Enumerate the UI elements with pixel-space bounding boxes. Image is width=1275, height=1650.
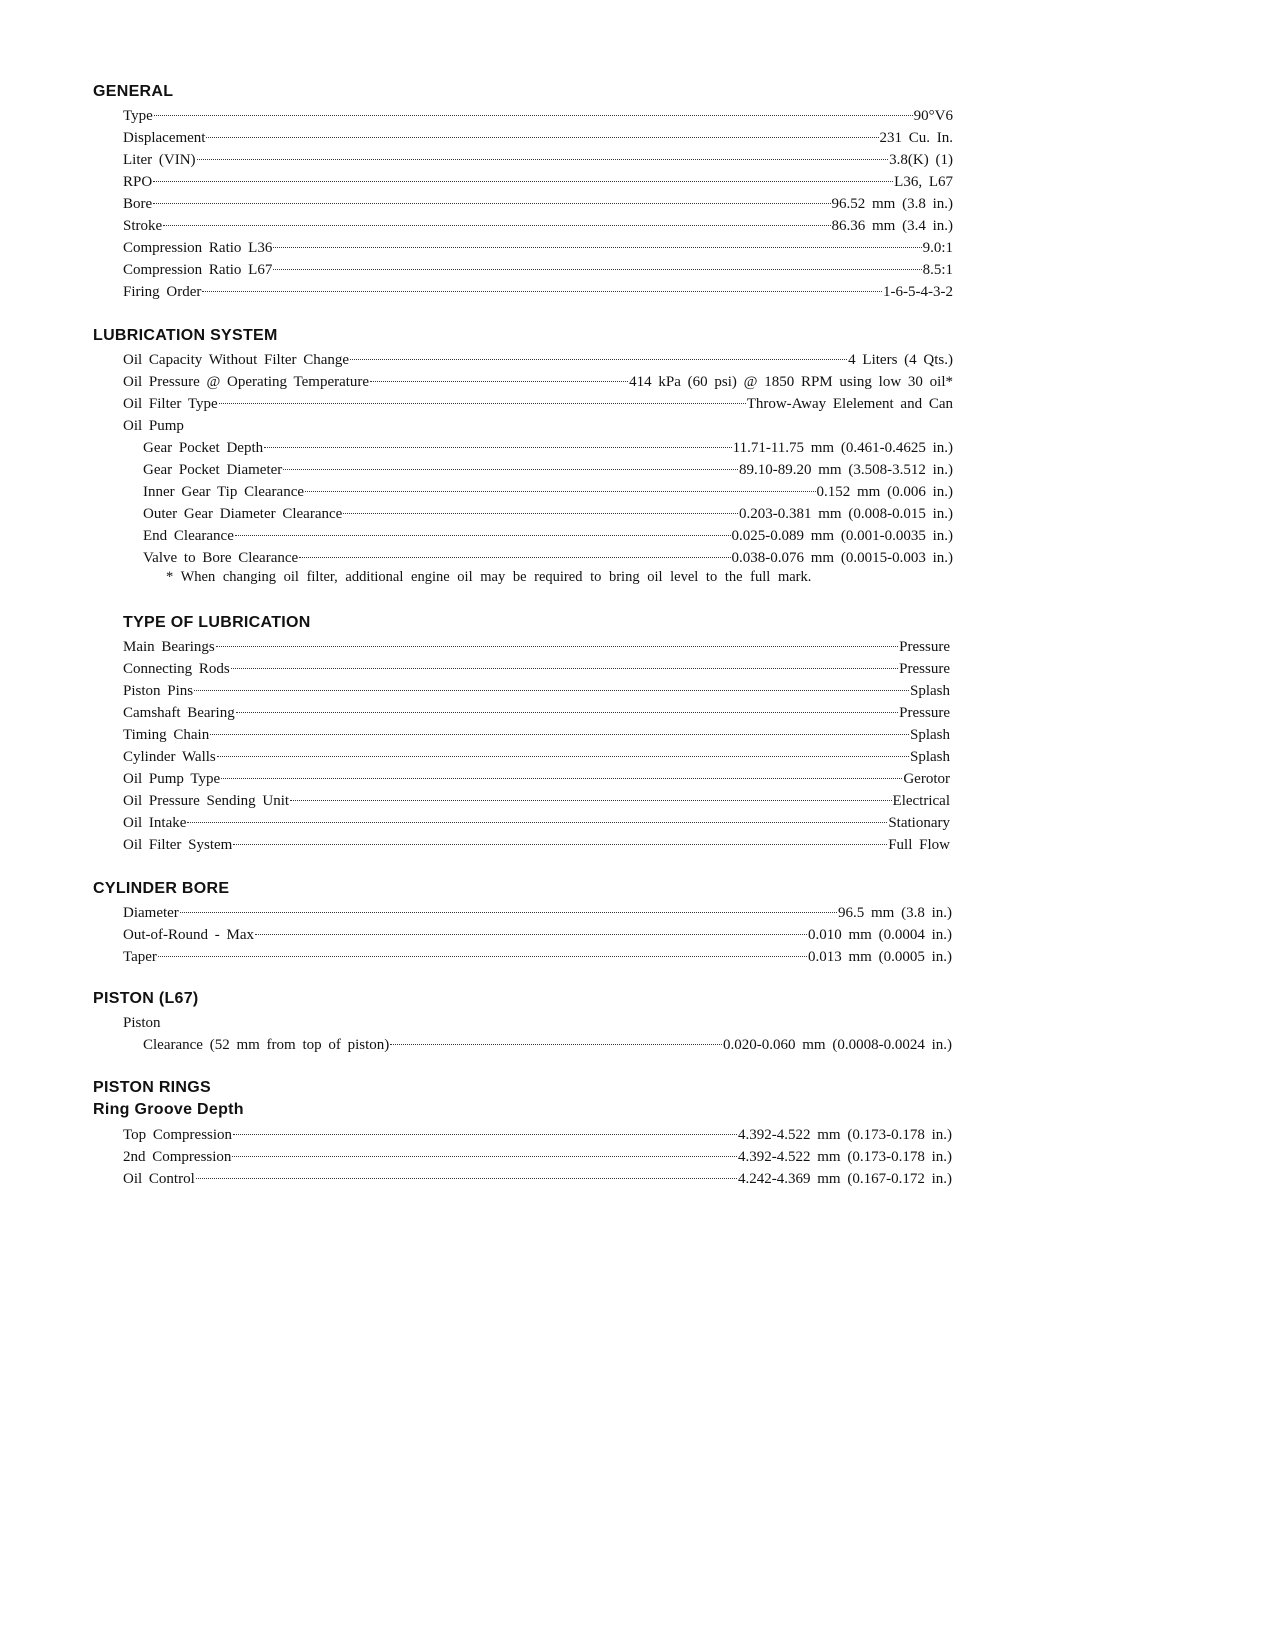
spec-label: Oil Capacity Without Filter Change bbox=[123, 352, 350, 368]
spec-label: Top Compression bbox=[123, 1127, 233, 1143]
dot-leader bbox=[180, 912, 837, 913]
spec-value: 0.010 mm (0.0004 in.) bbox=[808, 927, 952, 943]
dot-leader bbox=[206, 137, 878, 138]
spec-row bbox=[143, 438, 953, 458]
dot-leader bbox=[219, 403, 746, 404]
spec-label: Firing Order bbox=[123, 284, 202, 300]
spec-value: Electrical bbox=[892, 793, 950, 809]
spec-value: 0.203-0.381 mm (0.008-0.015 in.) bbox=[739, 506, 953, 522]
dot-leader bbox=[153, 203, 830, 204]
spec-value: Splash bbox=[909, 727, 950, 743]
spec-value: 0.025-0.089 mm (0.001-0.0035 in.) bbox=[731, 528, 953, 544]
spec-row bbox=[123, 1147, 952, 1167]
oil-pump-label: Oil Pump bbox=[123, 418, 184, 434]
dot-leader bbox=[202, 291, 882, 292]
dot-leader bbox=[196, 1178, 737, 1179]
dot-leader bbox=[231, 668, 898, 669]
spec-label: Oil Pressure Sending Unit bbox=[123, 793, 290, 809]
spec-label: Bore bbox=[123, 196, 153, 212]
dot-leader bbox=[210, 734, 909, 735]
spec-row bbox=[123, 172, 953, 192]
spec-label: Piston Pins bbox=[123, 683, 194, 699]
spec-value: 86.36 mm (3.4 in.) bbox=[831, 218, 953, 234]
spec-value: Stationary bbox=[888, 815, 950, 831]
spec-row bbox=[143, 504, 953, 524]
spec-value: Gerotor bbox=[903, 771, 950, 787]
spec-row bbox=[123, 238, 953, 258]
spec-value: 0.020-0.060 mm (0.0008-0.0024 in.) bbox=[723, 1037, 952, 1053]
spec-label: Clearance (52 mm from top of piston) bbox=[143, 1037, 390, 1053]
spec-label: Inner Gear Tip Clearance bbox=[143, 484, 305, 500]
spec-row bbox=[123, 1125, 952, 1145]
spec-label: Gear Pocket Diameter bbox=[143, 462, 283, 478]
spec-row bbox=[123, 150, 953, 170]
dot-leader bbox=[153, 181, 893, 182]
lubrication-system-heading: LUBRICATION SYSTEM bbox=[93, 327, 278, 344]
dot-leader bbox=[217, 756, 909, 757]
dot-leader bbox=[370, 381, 628, 382]
spec-value: 96.5 mm (3.8 in.) bbox=[838, 905, 952, 921]
ring-groove-depth-subheading: Ring Groove Depth bbox=[93, 1101, 244, 1118]
spec-value: Throw-Away Elelement and Can bbox=[746, 396, 953, 412]
spec-value: 4 Liters (4 Qts.) bbox=[848, 352, 953, 368]
spec-label: Oil Filter Type bbox=[123, 396, 218, 412]
spec-label: Out-of-Round - Max bbox=[123, 927, 254, 943]
spec-row bbox=[123, 106, 953, 126]
spec-value: 414 kPa (60 psi) @ 1850 RPM using low 30 oil* bbox=[629, 374, 953, 390]
spec-row bbox=[123, 791, 950, 811]
spec-label: Oil Pressure @ Operating Temperature bbox=[123, 374, 370, 390]
dot-leader bbox=[343, 513, 738, 514]
spec-row bbox=[123, 681, 950, 701]
spec-label: Compression Ratio L36 bbox=[123, 240, 273, 256]
spec-label: Diameter bbox=[123, 905, 179, 921]
spec-label: Stroke bbox=[123, 218, 163, 234]
spec-row bbox=[143, 526, 953, 546]
spec-row bbox=[123, 947, 952, 967]
spec-label: Liter (VIN) bbox=[123, 152, 196, 168]
spec-row bbox=[143, 548, 953, 568]
cylinder-bore-heading: CYLINDER BORE bbox=[93, 880, 230, 897]
dot-leader bbox=[273, 247, 921, 248]
spec-row bbox=[123, 372, 953, 392]
dot-leader bbox=[233, 1134, 737, 1135]
spec-value: Splash bbox=[909, 683, 950, 699]
spec-label: Compression Ratio L67 bbox=[123, 262, 273, 278]
dot-leader bbox=[299, 557, 730, 558]
dot-leader bbox=[264, 447, 731, 448]
spec-label: Oil Control bbox=[123, 1171, 195, 1187]
spec-label: Oil Filter System bbox=[123, 837, 233, 853]
dot-leader bbox=[221, 778, 902, 779]
spec-label: Type bbox=[123, 108, 153, 124]
spec-row bbox=[143, 460, 953, 480]
spec-row bbox=[123, 216, 953, 236]
dot-leader bbox=[350, 359, 847, 360]
spec-row bbox=[123, 703, 950, 723]
spec-row bbox=[143, 1035, 952, 1055]
spec-label: Valve to Bore Clearance bbox=[143, 550, 299, 566]
spec-value: 4.242-4.369 mm (0.167-0.172 in.) bbox=[738, 1171, 952, 1187]
dot-leader bbox=[290, 800, 891, 801]
spec-row bbox=[143, 482, 953, 502]
spec-label: Oil Pump Type bbox=[123, 771, 221, 787]
spec-label: Outer Gear Diameter Clearance bbox=[143, 506, 343, 522]
spec-value: Pressure bbox=[899, 705, 950, 721]
dot-leader bbox=[236, 712, 898, 713]
spec-row bbox=[123, 925, 952, 945]
dot-leader bbox=[216, 646, 898, 647]
spec-row bbox=[123, 1169, 952, 1189]
spec-row bbox=[123, 128, 953, 148]
spec-value: 89.10-89.20 mm (3.508-3.512 in.) bbox=[739, 462, 953, 478]
spec-row bbox=[123, 282, 953, 302]
spec-row bbox=[123, 659, 950, 679]
spec-row bbox=[123, 813, 950, 833]
spec-value: 3.8(K) (1) bbox=[889, 152, 953, 168]
spec-value: 4.392-4.522 mm (0.173-0.178 in.) bbox=[738, 1149, 952, 1165]
piston-heading: PISTON (L67) bbox=[93, 990, 199, 1007]
dot-leader bbox=[154, 115, 913, 116]
spec-label: Gear Pocket Depth bbox=[143, 440, 264, 456]
spec-row bbox=[123, 769, 950, 789]
dot-leader bbox=[305, 491, 815, 492]
spec-label: Displacement bbox=[123, 130, 206, 146]
type-of-lubrication-heading: TYPE OF LUBRICATION bbox=[123, 614, 311, 631]
spec-row bbox=[123, 637, 950, 657]
spec-value: 0.152 mm (0.006 in.) bbox=[816, 484, 953, 500]
dot-leader bbox=[232, 1156, 737, 1157]
dot-leader bbox=[158, 956, 807, 957]
dot-leader bbox=[187, 822, 887, 823]
spec-label: Camshaft Bearing bbox=[123, 705, 235, 721]
spec-value: 90°V6 bbox=[913, 108, 953, 124]
oil-filter-footnote: * When changing oil filter, additional engine oil may be required to bring oil level to the full mark. bbox=[166, 569, 812, 585]
spec-row bbox=[123, 260, 953, 280]
spec-row bbox=[123, 903, 952, 923]
spec-label: End Clearance bbox=[143, 528, 234, 544]
general-heading: GENERAL bbox=[93, 83, 174, 100]
dot-leader bbox=[194, 690, 909, 691]
spec-value: 4.392-4.522 mm (0.173-0.178 in.) bbox=[738, 1127, 952, 1143]
dot-leader bbox=[163, 225, 830, 226]
spec-row bbox=[123, 350, 953, 370]
spec-value: 1-6-5-4-3-2 bbox=[883, 284, 953, 300]
dot-leader bbox=[197, 159, 889, 160]
spec-value: 96.52 mm (3.8 in.) bbox=[831, 196, 953, 212]
spec-value: 0.013 mm (0.0005 in.) bbox=[808, 949, 952, 965]
spec-value: L36, L67 bbox=[894, 174, 953, 190]
spec-label: Oil Intake bbox=[123, 815, 187, 831]
spec-label: RPO bbox=[123, 174, 153, 190]
spec-value: 0.038-0.076 mm (0.0015-0.003 in.) bbox=[731, 550, 953, 566]
spec-value: 11.71-11.75 mm (0.461-0.4625 in.) bbox=[732, 440, 953, 456]
spec-value: Full Flow bbox=[888, 837, 950, 853]
piston-sub-label: Piston bbox=[123, 1015, 161, 1031]
dot-leader bbox=[390, 1044, 722, 1045]
spec-row bbox=[123, 194, 953, 214]
spec-value: 8.5:1 bbox=[922, 262, 953, 278]
spec-label: Connecting Rods bbox=[123, 661, 230, 677]
spec-value: 231 Cu. In. bbox=[879, 130, 953, 146]
spec-row bbox=[123, 747, 950, 767]
spec-row bbox=[123, 725, 950, 745]
spec-value: Pressure bbox=[899, 639, 950, 655]
spec-label: Main Bearings bbox=[123, 639, 215, 655]
spec-value: 9.0:1 bbox=[922, 240, 953, 256]
dot-leader bbox=[273, 269, 921, 270]
spec-label: 2nd Compression bbox=[123, 1149, 232, 1165]
spec-value: Splash bbox=[909, 749, 950, 765]
spec-label: Timing Chain bbox=[123, 727, 210, 743]
spec-label: Cylinder Walls bbox=[123, 749, 216, 765]
spec-row bbox=[123, 394, 953, 414]
dot-leader bbox=[255, 934, 807, 935]
spec-value: Pressure bbox=[899, 661, 950, 677]
dot-leader bbox=[235, 535, 731, 536]
dot-leader bbox=[233, 844, 887, 845]
spec-label: Taper bbox=[123, 949, 157, 965]
spec-row bbox=[123, 835, 950, 855]
dot-leader bbox=[283, 469, 738, 470]
piston-rings-heading: PISTON RINGS bbox=[93, 1079, 211, 1096]
